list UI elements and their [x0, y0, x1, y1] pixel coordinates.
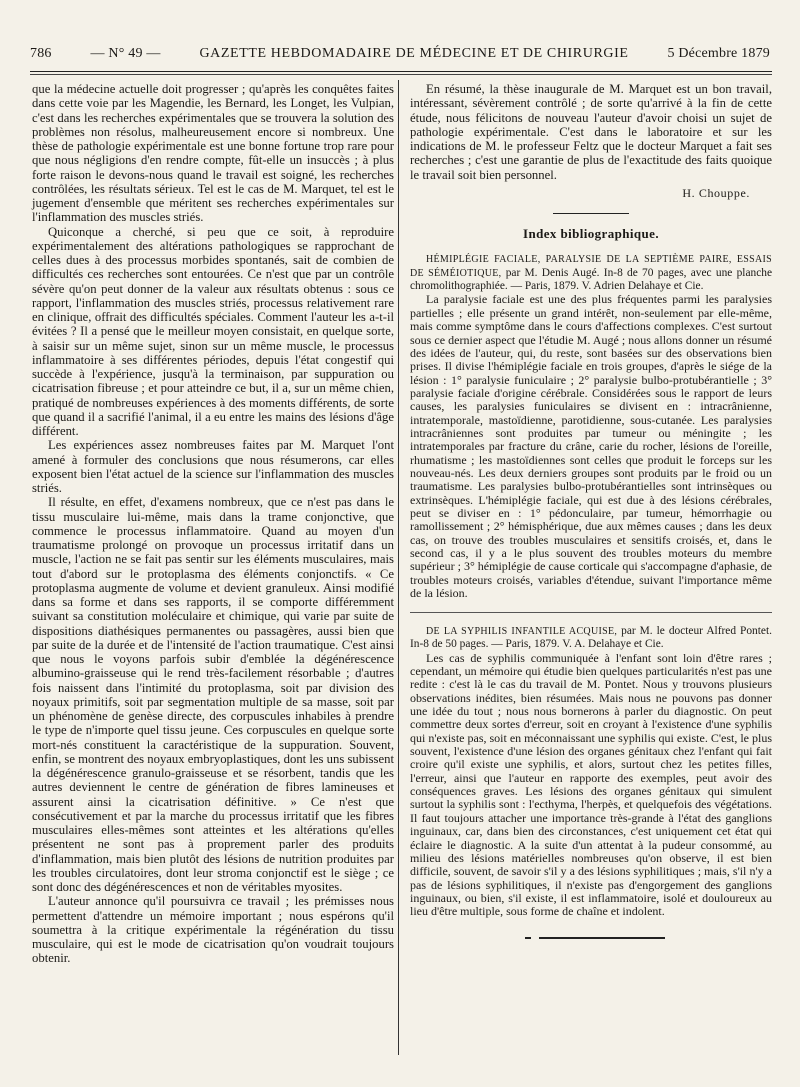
bibliography-entry-body — [410, 652, 772, 919]
entry-title: DE LA SYPHILIS INFANTILE ACQUISE, — [426, 625, 618, 637]
section-rule — [553, 213, 629, 214]
header-rule — [30, 71, 772, 72]
paragraph: que la médecine actuelle doit progresser ; qu'après les conquêtes faites dans cette voie par les Magendie, les Bernard, les Longet, les Vulpian, c'est dans les recherches expérimentales que se trouvera la solution des problèmes non résolus, malheureusement encore si nombreux. Une thèse de pathologie expérimentale est une bonne fortune trop rare pour que nous négligions d'en rendre compte, fût-elle un insuccès ; à plus forte raison le devons-nous quand le travail est soigné, les recherches contrôlées, les résultats sérieux. Tel est le cas de M. Marquet, tel est le jugement d'ensemble que méritent ses recherches expérimentales sur l'inflammation des muscles striés. — [32, 82, 394, 225]
page-number: 786 — [30, 46, 52, 61]
running-header — [30, 40, 770, 68]
bibliography-entry-heading — [410, 253, 772, 293]
section-title: Index bibliographique. — [523, 226, 659, 241]
bibliography-entry-heading — [410, 625, 772, 652]
paragraph: Il résulte, en effet, d'examens nombreux, que ce n'est pas dans le tissu musculaire lui-même, mais dans la trame conjonctive, que commence le processus inflammatoire. Quand au moyen d'un traumatisme prolongé on provoque un processus irritatif dans un muscle, l'action ne se fait pas sentir sur les éléments musculaires, mais tout d'abord sur le protoplasma des éléments conjonctifs. « Ce protoplasma augmente de volume et devient granuleux. Ainsi modifié dans sa forme et dans ses rapports, il se comporte différemment suivant sa constitution moléculaire et chimique, qui varie par suite de dispositions diathésiques permanentes ou passagères, aussi bien que par suite de la durée et de l'intensité de l'action traumatique. C'est ainsi que nous le voyons parfois subir d'emblée la dégénérescence albumino-graisseuse qui le rend très-facilement résorbable ; d'autres fois naissent dans l'intimité du protoplasma, soit par division des noyaux primitifs, soit par segmentation multiple de sa masse, soit par un phénomène de genèse directe, des corpuscules inhabiles à prendre le type de n'importe quel tissu jeune. Ces corpuscules en quelque sorte mort-nés constituent la caractéristique de la suppuration. Souvent, enfin, se montrent des noyaux embryoplastiques, dont les uns subissent la dégénérescence granulo-graisseuse et se résorbent, tandis que les autres deviennent le centre de génération de fibres lamineuses et assurent ainsi la cicatrisation définitive. » Ce n'est que consécutivement et par la marche du processus irritatif que les fibres musculaires elles-mêmes sont atteintes et les altérations qu'elles présentent ne sont pas à proprement parler des produits d'inflammation, mais bien plutôt des lésions de nutrition produites par les troubles circulatoires, dont leur stroma conjonctif est le siège ; ce sont donc des dégénérescences et non de véritables myosites. — [32, 495, 394, 894]
paragraph: Quiconque a cherché, si peu que ce soit, à reproduire expérimentalement des altérations pathologiques se rapprochant de celles dues à des processus morbides spontanés, sait de combien de difficultés ces recherches sont entourées. Ce n'est que par un contrôle sévère qu'on peut donner de la valeur aux résultats obtenus : sous ce rapport, l'inflammation des muscles striés, processus relativement rare en clinique, offrait des difficultés spéciales. Comment l'auteur les a-t-il évitées ? Il a pensé que le meilleur moyen consistait, en quelque sorte, à saisir sur un même sujet, sinon sur un même muscle, le processus inflammatoire à ses différentes périodes, depuis l'état congestif qui succède à l'expérience, jusqu'à la terminaison, par suppuration ou cicatrisation fibreuse ; et pour atteindre ce but, il a, sur un même chien, pratiqué de nombreuses expériences à des moments différents, de sorte que quand il a sacrifié l'animal, il a eu entre les mains des lésions d'âge différent. — [32, 224, 394, 438]
paragraph: L'auteur annonce qu'il poursuivra ce travail ; les prémisses nous permettent d'attendre un mémoire important ; nous espérons qu'il soumettra à la critique expérimentale la régénération du tissu musculaire, qui est le mode de cicatrisation qu'on voudrait toujours obtenir. — [32, 894, 394, 966]
left-column — [32, 82, 394, 966]
paragraph: Les expériences assez nombreuses faites par M. Marquet l'ont amené à formuler des conclusions que nous résumerons, car elles exposent bien l'état actuel de la science sur l'inflammation des muscles striés. — [32, 438, 394, 495]
column-divider — [398, 80, 399, 1055]
paragraph: Les cas de syphilis communiquée à l'enfant sont loin d'être rares ; cependant, un mémoire qui étudie bien quelques particularités n'est pas une redite : c'est là le cas du travail de M. Pontet. Nous y trouvons plusieurs observations inédites, bien résumées. Mais nous ne pouvons pas donner une idée du tout ; nous nous bornerons à parler du diagnostic. On peut commettre deux sortes d'erreur, soit en croyant à l'existence d'une syphilis qui n'existe pas, soit en méconnaissant une syphilis qui existe. C'est, le plus souvent, l'existence d'une lésion des organes génitaux chez l'enfant qui fait croire qu'il existe une syphilis, et alors, surtout chez les petites filles, l'erreur, ainsi que l'auteur en rapporte des exemples, peut avoir des conséquences graves. Les lésions des organes génitaux qui simulent surtout la syphilis sont : l'ecthyma, l'herpès, et quelquefois des végétations. Il faut toujours attacher une importance très-grande à l'état des ganglions inguinaux, car, dans bien des circonstances, c'est uniquement cet état qui éclaire le diagnostic. A la suite d'un attentat à la pudeur consommé, au milieu des lésions matérielles nombreuses qu'on observe, il est bien difficile, souvent, de savoir s'il y a des lésions syphilitiques ; mais, s'il n'y a pas de lésions syphilitiques, il n'existe pas d'engorgement des ganglions inguinaux, ou bien, s'il existe, il est inflammatoire, isolé et douloureux au lieu d'être multiple, sous forme de chaîne et indolent. — [410, 650, 772, 919]
bibliography-entry-body — [410, 293, 772, 600]
issue-date: 5 Décembre 1879 — [667, 46, 770, 61]
header-rule-thin — [30, 74, 772, 75]
issue-number: — N° 49 — — [90, 46, 161, 61]
entry-title: HÉMIPLÉGIE FACIALE, PARALYSIE DE LA SEPTIÈME PAIRE, ESSAIS DE SÉMÉIOTIQUE, — [410, 254, 772, 279]
journal-title: GAZETTE HEBDOMADAIRE DE MÉDECINE ET DE CHIRURGIE — [199, 46, 629, 61]
author-signature: H. Chouppe. — [682, 185, 750, 200]
paragraph: En résumé, la thèse inaugurale de M. Marquet est un bon travail, intéressant, sévèrement contrôlé ; de sorte qu'arrivé à la fin de cette étude, nous félicitons de nouveau l'auteur d'avoir choisi un sujet de pathologie expérimentale. C'est dans le laboratoire et sur les indications de M. le professeur Feltz que le docteur Marquet a fait ses recherches ; c'est une garantie de plus de l'exactitude des faits quoique le travail soit bien personnel. — [410, 82, 772, 182]
entry-details: par M. Denis Augé. In-8 de 70 pages, avec une planche chromolithographiée. — Paris, 1879. V. Adrien Delahaye et Cie. — [410, 266, 773, 293]
end-rule — [517, 937, 665, 939]
entry-details: par M. le docteur Alfred Pontet. In-8 de 50 pages. — Paris, 1879. V. A. Delahaye et Cie. — [410, 624, 772, 651]
entry-separator — [410, 612, 772, 613]
right-column — [410, 82, 772, 939]
paragraph: La paralysie faciale est une des plus fréquentes parmi les paralysies partielles ; elle présente un grand intérêt, non-seulement par elle-même, mais comme symptôme dans le cours d'affections complexes. C'est surtout sous ce dernier aspect que l'étudie M. Augé ; nous allons donner un résumé des idées de l'auteur, qui, du reste, sont basées sur des observations bien prises. Il divise l'hémiplégie faciale en trois groupes, d'après le siége de la lésion : 1° paralysie funiculaire ; 2° paralysie bulbo-protubérantielle ; 3° paralysie faciale d'origine cérébrale. Considérées sous le rapport de leurs causes, les paralysies funiculaires se divisent en : intracrânienne, intratemporale, mastoïdienne, parotidienne, sous-cutanée. Les paralysies intracrâniennes sont produites par tumeur ou méningite ; les intratemporales par fracture du crâne, carie du rocher, lésions de l'oreille, rhumatisme ; les mastoïdiennes sont celles que produit le forceps sur les nouveau-nés. Les deux derniers groupes sont produits par le froid ou un traumatisme. Les paralysies bulbo-protubérantielles sont intrinsèques ou extrinsèques. L'hémiplégie faciale, qui est due à des lésions cérébrales, peut se diviser en : 1° pédonculaire, par tumeur, hémorrhagie ou ramollissement ; 2° hémisphérique, due aux mêmes causes ; dans les deux cas, on trouve des troubles musculaires et sensitifs croisés, et, dans le second cas, il y a le plus souvent des troubles moteurs du membre supérieur ; 3° hémiplégie de cause corticale qui s'accompagne d'aphasie, de troubles moteurs croisés, variables d'étendue, suivant l'importance même de la lésion. — [410, 292, 772, 601]
